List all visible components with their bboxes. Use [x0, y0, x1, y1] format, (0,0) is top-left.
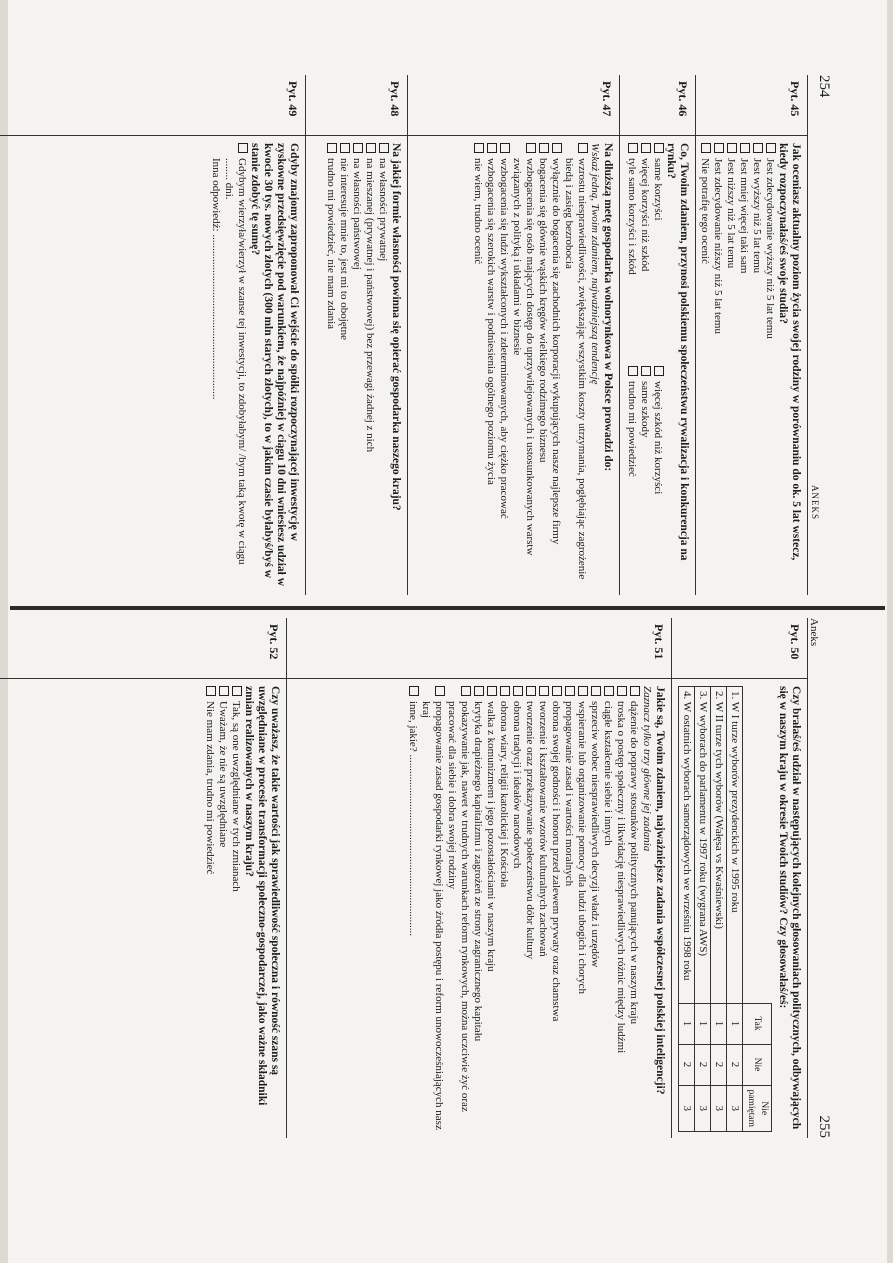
page-number: 254	[816, 75, 832, 98]
answer-option[interactable]: wzbogacenia się ludzi wykształconych i zdeterminowanych, aby ciężko pracować	[497, 143, 510, 589]
question-title: Gdyby znajomy zaproponował Ci wejście do spółki rozpoczynającej inwestycję w zyskowne przedsięwzięcie pod warunkiem, że najpóźniej w ciągu 10 dni wniesiesz udział w kwocie 30 tys. nowych złotych (300 mln starych złotych), to w jakim czasie byłabyś/byś w stanie zdobyć tę sumę?	[249, 143, 300, 587]
answer-option-other[interactable]: inne, jakie? ..................................................................	[406, 686, 419, 1132]
table-row	[727, 687, 743, 1132]
question-49	[209, 143, 300, 589]
question-50	[678, 686, 802, 1132]
question-47	[471, 143, 614, 589]
column-header: Tak	[743, 1003, 772, 1044]
question-label: Pyt. 52	[267, 624, 281, 660]
checkbox-icon[interactable]	[630, 686, 640, 696]
page-255	[0, 618, 832, 1138]
answer-option[interactable]: tworzenie oraz przekazywanie społeczeństwu dóbr kultury	[523, 686, 536, 1132]
question-label: Pyt. 51	[652, 624, 666, 660]
question-title: Na dłuższą metę gospodarka wolnorynkowa w Polsce prowadzi do:	[602, 143, 614, 472]
checkbox-icon[interactable]	[435, 686, 445, 696]
answer-option[interactable]: więcej szkód niż korzyści	[651, 366, 664, 589]
question-label: Pyt. 50	[788, 624, 802, 660]
checkbox-icon[interactable]	[740, 143, 750, 153]
question-label: Pyt. 49	[286, 81, 300, 117]
answer-option[interactable]: nie wiem, trudno ocenić	[471, 143, 484, 589]
page-number: 255	[816, 1115, 832, 1138]
checkbox-icon[interactable]	[565, 686, 575, 696]
answer-option[interactable]: Jest mniej więcej taki sam	[737, 143, 750, 589]
answer-option[interactable]: więcej korzyści niż szkód	[638, 143, 651, 366]
checkbox-icon[interactable]	[206, 686, 216, 696]
checkbox-icon[interactable]	[628, 366, 638, 376]
answer-code[interactable]: 1	[711, 1003, 727, 1044]
question-label: Pyt. 47	[600, 81, 614, 117]
question-label: Pyt. 46	[676, 81, 690, 117]
page-divider	[10, 606, 885, 610]
checkbox-icon[interactable]	[552, 143, 562, 153]
checkbox-icon[interactable]	[654, 366, 664, 376]
answer-option[interactable]: sprzeciw wobec niesprawiedliwych decyzji władz i urzędów	[588, 686, 601, 1132]
checkbox-icon[interactable]	[461, 686, 471, 696]
checkbox-icon[interactable]	[753, 143, 763, 153]
row-label: 2. W II turze tych wyborów (Wałęsa vs Kwaśniewski)	[711, 687, 727, 1004]
answer-option[interactable]: pokazywanie jak, nawet w trudnych warunkach reform rynkowych, można uczciwie żyć oraz pracować dla siebie i dobra swojej rodziny	[445, 686, 471, 1132]
answer-code[interactable]: 3	[711, 1085, 727, 1131]
table-row	[695, 687, 711, 1132]
question-title: Czy uważasz, że takie wartości jak sprawiedliwość społeczna i równość szans są uwzględniane w procesie transformacji społeczno-gospodarczej, jako ważne składniki zmian realizowanych w naszym kraju?	[243, 686, 281, 1106]
answer-option[interactable]: propagowanie zasad gospodarki rynkowej jako źródła postępu i reform unowocześniających nasz kraj	[419, 686, 445, 1132]
checkbox-icon[interactable]	[409, 686, 419, 696]
answer-option[interactable]: tworzenie i kształtowanie wzorów kulturalnych zachowań	[536, 686, 549, 1132]
answer-option[interactable]: bogacenia się głównie wąskich kręgów wielkiego rodzimego biznesu	[536, 143, 549, 589]
answer-option[interactable]: wzrostu niesprawiedliwości, zwiększając wszystkim koszty utrzymania, pogłębiając zagrożenie biedą i zasięg bezrobocia	[562, 143, 588, 589]
question-title: Co, Twoim zdaniem, przynosi polskiemu społeczeństwu rywalizacja i konkurencja na rynku?	[665, 143, 690, 561]
question-separator	[407, 75, 408, 595]
question-51	[406, 686, 666, 1132]
checkbox-icon[interactable]	[766, 143, 776, 153]
answer-option[interactable]: na mieszanej (prywatnej i państwowej) bez przewagi żadnej z nich	[363, 143, 376, 589]
checkbox-icon[interactable]	[539, 686, 549, 696]
checkbox-icon[interactable]	[641, 366, 651, 376]
checkbox-icon[interactable]	[487, 686, 497, 696]
voting-table	[678, 686, 772, 1132]
answer-option[interactable]: wspieranie lub organizowanie pomocy dla ludzi ubogich i chorych	[575, 686, 588, 1132]
checkbox-icon[interactable]	[366, 143, 376, 153]
row-label: 1. W I turze wyborów prezydenckich w 1995 roku	[727, 687, 743, 1004]
checkbox-icon[interactable]	[714, 143, 724, 153]
checkbox-icon[interactable]	[701, 143, 711, 153]
question-label: Pyt. 48	[388, 81, 402, 117]
checkbox-icon[interactable]	[379, 143, 389, 153]
answer-option[interactable]: propagowanie zasad i wartości moralnych	[562, 686, 575, 1132]
answer-option[interactable]: Nie potrafię tego ocenić	[698, 143, 711, 589]
question-separator	[286, 618, 287, 1138]
checkbox-icon[interactable]	[487, 143, 497, 153]
checkbox-icon[interactable]	[539, 143, 549, 153]
answer-code[interactable]: 2	[727, 1044, 743, 1085]
question-separator	[807, 618, 808, 1138]
checkbox-icon[interactable]	[604, 686, 614, 696]
checkbox-icon[interactable]	[578, 143, 588, 153]
answer-option[interactable]: dążenie do poprawy stosunków politycznych panujących w naszym kraju	[627, 686, 640, 1132]
column-header: Nie	[743, 1044, 772, 1085]
question-instruction: Wskaż jedną, Twoim zdaniem, najważniejszą tendencję	[589, 143, 601, 385]
checkbox-icon[interactable]	[654, 143, 664, 153]
question-46	[625, 143, 690, 589]
row-label: 3. W wyborach do parlamentu w 1997 roku (wygrana AWS)	[695, 687, 711, 1004]
answer-option[interactable]: trudno mi powiedzieć, nie mam zdania	[324, 143, 337, 589]
answer-code[interactable]: 1	[695, 1003, 711, 1044]
checkbox-icon[interactable]	[238, 143, 248, 153]
checkbox-icon[interactable]	[474, 686, 484, 696]
question-52	[203, 686, 281, 1132]
checkbox-icon[interactable]	[353, 143, 363, 153]
answer-option[interactable]: wyłącznie do bogacenia się zachodnich korporacji wykupujących nasze najlepsze firmy	[549, 143, 562, 589]
answer-option[interactable]: Jest zdecydowanie wyższy niż 5 lat temu	[763, 143, 776, 589]
running-head: ANEKS	[810, 485, 820, 521]
question-separator	[695, 75, 696, 595]
answer-option[interactable]: Nie mam zdania, trudno mi powiedzieć	[203, 686, 216, 1132]
checkbox-icon[interactable]	[219, 686, 229, 696]
answer-option[interactable]: wzbogacenia się osób mających dostęp do uprzywilejowanych i ustosunkowanych warstw związanych z polityką i układami w biznesie	[510, 143, 536, 589]
options-two-column	[625, 143, 664, 589]
answer-option[interactable]: same korzyści	[651, 143, 664, 366]
question-title: Na jakiej formie własności powinna się opierać gospodarka naszego kraju?	[390, 143, 402, 511]
answer-option[interactable]: nie interesuje mnie to, jest mi to obojętne	[337, 143, 350, 589]
question-separator	[619, 75, 620, 595]
checkbox-icon[interactable]	[727, 143, 737, 153]
scan-margin-right	[887, 0, 893, 1263]
answer-option[interactable]: same szkody	[638, 366, 651, 589]
answer-option[interactable]: trudno mi powiedzieć	[625, 366, 638, 589]
question-title: Jak oceniasz aktualny poziom życia swojej rodziny w porównaniu do ok. 5 lat wstecz, kiedy rozpoczynałaś/eś swoje studia?	[777, 143, 802, 561]
answer-code[interactable]: 2	[679, 1044, 695, 1085]
question-separator	[671, 618, 672, 1138]
answer-code[interactable]: 2	[695, 1044, 711, 1085]
answer-code[interactable]: 1	[679, 1003, 695, 1044]
checkbox-icon[interactable]	[500, 143, 510, 153]
row-label: 4. W ostatnich wyborach samorządowych we wrześniu 1998 roku	[679, 687, 695, 1004]
checkbox-icon[interactable]	[232, 686, 242, 696]
answer-option[interactable]: Jest zdecydowanie niższy niż 5 lat temu	[711, 143, 724, 589]
question-instruction: Zaznacz tylko trzy główne jej zadania	[641, 686, 653, 852]
question-separator	[305, 75, 306, 595]
question-title: Jakie są, Twoim zdaniem, najważniejsze zadania współczesnej polskiej inteligencji?	[654, 686, 666, 1095]
checkbox-icon[interactable]	[500, 686, 510, 696]
question-48	[324, 143, 402, 589]
answer-option-other[interactable]: Inna odpowiedź: ............................................................	[210, 158, 222, 400]
answer-code[interactable]: 3	[727, 1085, 743, 1131]
answer-option[interactable]: Tak, są one uwzględniane w tych zmianach	[229, 686, 242, 1132]
answer-code[interactable]: 3	[695, 1085, 711, 1131]
checkbox-icon[interactable]	[526, 143, 536, 153]
checkbox-icon[interactable]	[474, 143, 484, 153]
answer-option[interactable]: troska o postęp społeczny i likwidację niesprawiedliwych różnic między ludźmi	[614, 686, 627, 1132]
answer-option[interactable]: na własności państwowej	[350, 143, 363, 589]
question-label-column	[0, 618, 808, 679]
answer-option[interactable]: walka z komunizmem i jego pozostałościami w naszym kraju	[484, 686, 497, 1132]
answer-option[interactable]: obrona wiary, religii katolickiej i Kościoła	[497, 686, 510, 1132]
table-header-row	[743, 687, 772, 1132]
table-row	[711, 687, 727, 1132]
checkbox-icon[interactable]	[340, 143, 350, 153]
question-label: Pyt. 45	[788, 81, 802, 117]
answer-option[interactable]: ciągłe kształcenie siebie i innych	[601, 686, 614, 1132]
answer-option[interactable]: tyle samo korzyści i szkód	[625, 143, 638, 366]
checkbox-icon[interactable]	[327, 143, 337, 153]
answer-option[interactable]: wzbogacenia się szerokich warstw i podniesienia ogólnego poziomu życia	[484, 143, 497, 589]
answer-code[interactable]: 2	[711, 1044, 727, 1085]
question-title: Czy brałaś/eś udział w następujących kolejnych głosowaniach politycznych, odbywających się w naszym kraju w okresie Twoich studiów? Czy głosowałaś/eś:	[777, 686, 802, 1130]
checkbox-icon[interactable]	[552, 686, 562, 696]
checkbox-icon[interactable]	[591, 686, 601, 696]
checkbox-icon[interactable]	[617, 686, 627, 696]
checkbox-icon[interactable]	[513, 686, 523, 696]
checkbox-icon[interactable]	[628, 143, 638, 153]
answer-option[interactable]: Jest wyższy niż 5 lat temu	[750, 143, 763, 589]
table-row	[679, 687, 695, 1132]
running-head: Aneks	[808, 618, 820, 647]
answer-code[interactable]: 3	[679, 1085, 695, 1131]
answer-option[interactable]: krytyka drapieżnego kapitalizmu i zagrożeń ze strony zagranicznego kapitału	[471, 686, 484, 1132]
question-separator	[807, 75, 808, 595]
column-header: Nie pamiętam	[743, 1085, 772, 1131]
answer-code[interactable]: 1	[727, 1003, 743, 1044]
question-45	[698, 143, 802, 589]
answer-option[interactable]: obrona tradycji i ideałów narodowych	[510, 686, 523, 1132]
answer-option[interactable]: Jest niższy niż 5 lat temu	[724, 143, 737, 589]
answer-option[interactable]: Uważam, że nie są uwzględniane	[216, 686, 229, 1132]
checkbox-icon[interactable]	[578, 686, 588, 696]
checkbox-icon[interactable]	[526, 686, 536, 696]
answer-option[interactable]: na własności prywatnej	[376, 143, 389, 589]
page-254	[0, 75, 832, 595]
checkbox-icon[interactable]	[641, 143, 651, 153]
answer-option[interactable]: Gdybym wierzyła/wierzył w szanse tej inwestycji, to zdobyłabym/ /bym taką kwotę w ciągu ........ dni.	[222, 143, 248, 589]
answer-option[interactable]: obrona swojej godności i honoru przed zalewem prywaty oraz chamstwa	[549, 686, 562, 1132]
